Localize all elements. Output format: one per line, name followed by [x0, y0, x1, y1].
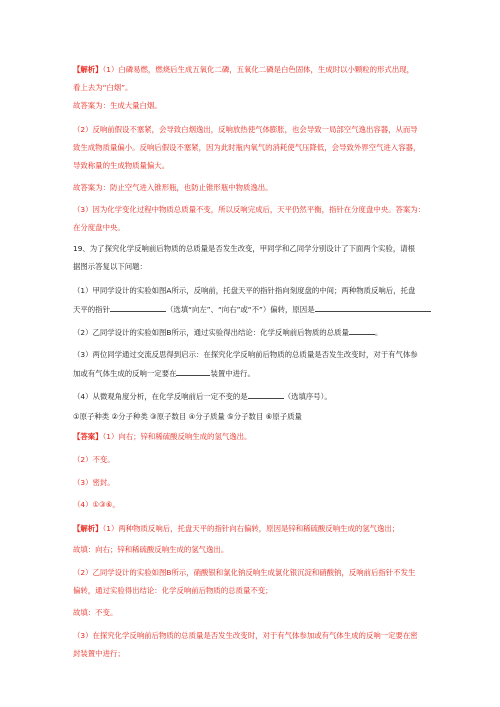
- analysis-tag: 【解析】: [73, 65, 103, 74]
- analysis-line: （3）因为化学变化过程中物质总质量不变，所以反响完成后，天平仍然平衡，指针在分度盘中央。答案为：: [73, 205, 426, 214]
- analysis-line: 偏转，通过实验得出结论：化学反响前后物质的总质量不变；: [73, 586, 273, 595]
- analysis-line: 导致称量的生成物质量偏大。: [73, 161, 170, 170]
- answer-line: 故答案为：生成大量白烟。: [73, 101, 162, 110]
- analysis-line: 【解析】（1）两种物质反响后，托盘天平的指针向右偏转，原因是锌和稀硫酸反响生成的氢气逸出；: [73, 524, 400, 533]
- options-line: ①原子种类 ②分子种类 ③原子数目 ④分子质量 ⑤分子数目 ⑥原子质量: [73, 412, 302, 421]
- answer-line: （2）不变。: [73, 455, 115, 464]
- subquestion-4: （4）从微观角度分析，在化学反响前后一定不变的是 （选填序号）。: [73, 392, 332, 401]
- analysis-line: 在分度盘中央。: [73, 223, 125, 232]
- subquestion-1: （1）甲同学设计的实验如图A所示，反响前，托盘天平的指针指向刻度盘的中间；两种物质反响后，托盘: [73, 286, 416, 295]
- answer-line: 故答案为：防止空气进入锥形瓶，也防止锥形瓶中物质逸出。: [73, 183, 273, 192]
- analysis-line: （2）反响前假设不塞紧，会导致白烟逸出，反响放热使气体膨胀，也会导致一局部空气逸出容器，从而导: [73, 125, 418, 134]
- analysis-line: 【解析】（1）白磷易燃，燃烧后生成五氧化二磷，五氧化二磷是白色固体，生成时以小颗粒的形式出现，: [73, 65, 414, 74]
- answer-tag: 【答案】: [73, 432, 103, 441]
- question-stem: 据图示答复以下问题：: [73, 262, 147, 271]
- answer-blank[interactable]: [176, 367, 210, 376]
- subquestion-3: （3）两位同学通过交流反思得到启示：在探究化学反响前后物质的总质量是否发生改变时，对于有气体参: [73, 350, 418, 359]
- analysis-line: 看上去为“白烟”。: [73, 83, 133, 92]
- answer-line: 【答案】（1）向右；锌和稀硫酸反响生成的氢气逸出。: [73, 432, 252, 441]
- analysis-line: 封装置中进行；: [73, 649, 125, 658]
- answer-line: （4）①③⑥。: [73, 500, 120, 509]
- analysis-tag: 【解析】: [73, 524, 103, 533]
- analysis-line: （2）乙同学设计的实验如图B所示，硝酸银和氯化钠反响生成氯化银沉淀和硝酸钠，反响前后指针不发生: [73, 568, 416, 577]
- analysis-line: （3）在探究化学反响前后物质的总质量是否发生改变时，对于有气体参加或有气体生成的反响一定要在密: [73, 631, 418, 640]
- answer-blank[interactable]: [248, 390, 284, 399]
- answer-line: 故填：向右；锌和稀硫酸反响生成的氢气逸出。: [73, 545, 229, 554]
- answer-blank[interactable]: [349, 326, 375, 335]
- answer-line: 故填：不变。: [73, 608, 118, 617]
- answer-blank[interactable]: [110, 303, 166, 312]
- question-stem: 19、为了探究化学反响前后物质的总质量是否发生改变，甲同学和乙同学分别设计了下面两个实验，请根: [73, 244, 415, 253]
- subquestion-1-cont: 天平的指针 （选填“向左”、“向右”或“不”）偏转，原因是: [73, 303, 435, 315]
- answer-line: （3）密封。: [73, 478, 115, 487]
- answer-blank[interactable]: [315, 303, 431, 312]
- subquestion-3-cont: 加或有气体生成的反响一定要在 装置中进行。: [73, 369, 255, 378]
- analysis-line: 致生成物质量偏小。反响后假设不塞紧，因为此时瓶内氧气的消耗使气压降低，会导致外界空气进入容器，: [73, 143, 421, 152]
- subquestion-2: （2）乙同学设计的实验如图B所示，通过实验得出结论：化学反响前后物质的总质量 。: [73, 328, 383, 337]
